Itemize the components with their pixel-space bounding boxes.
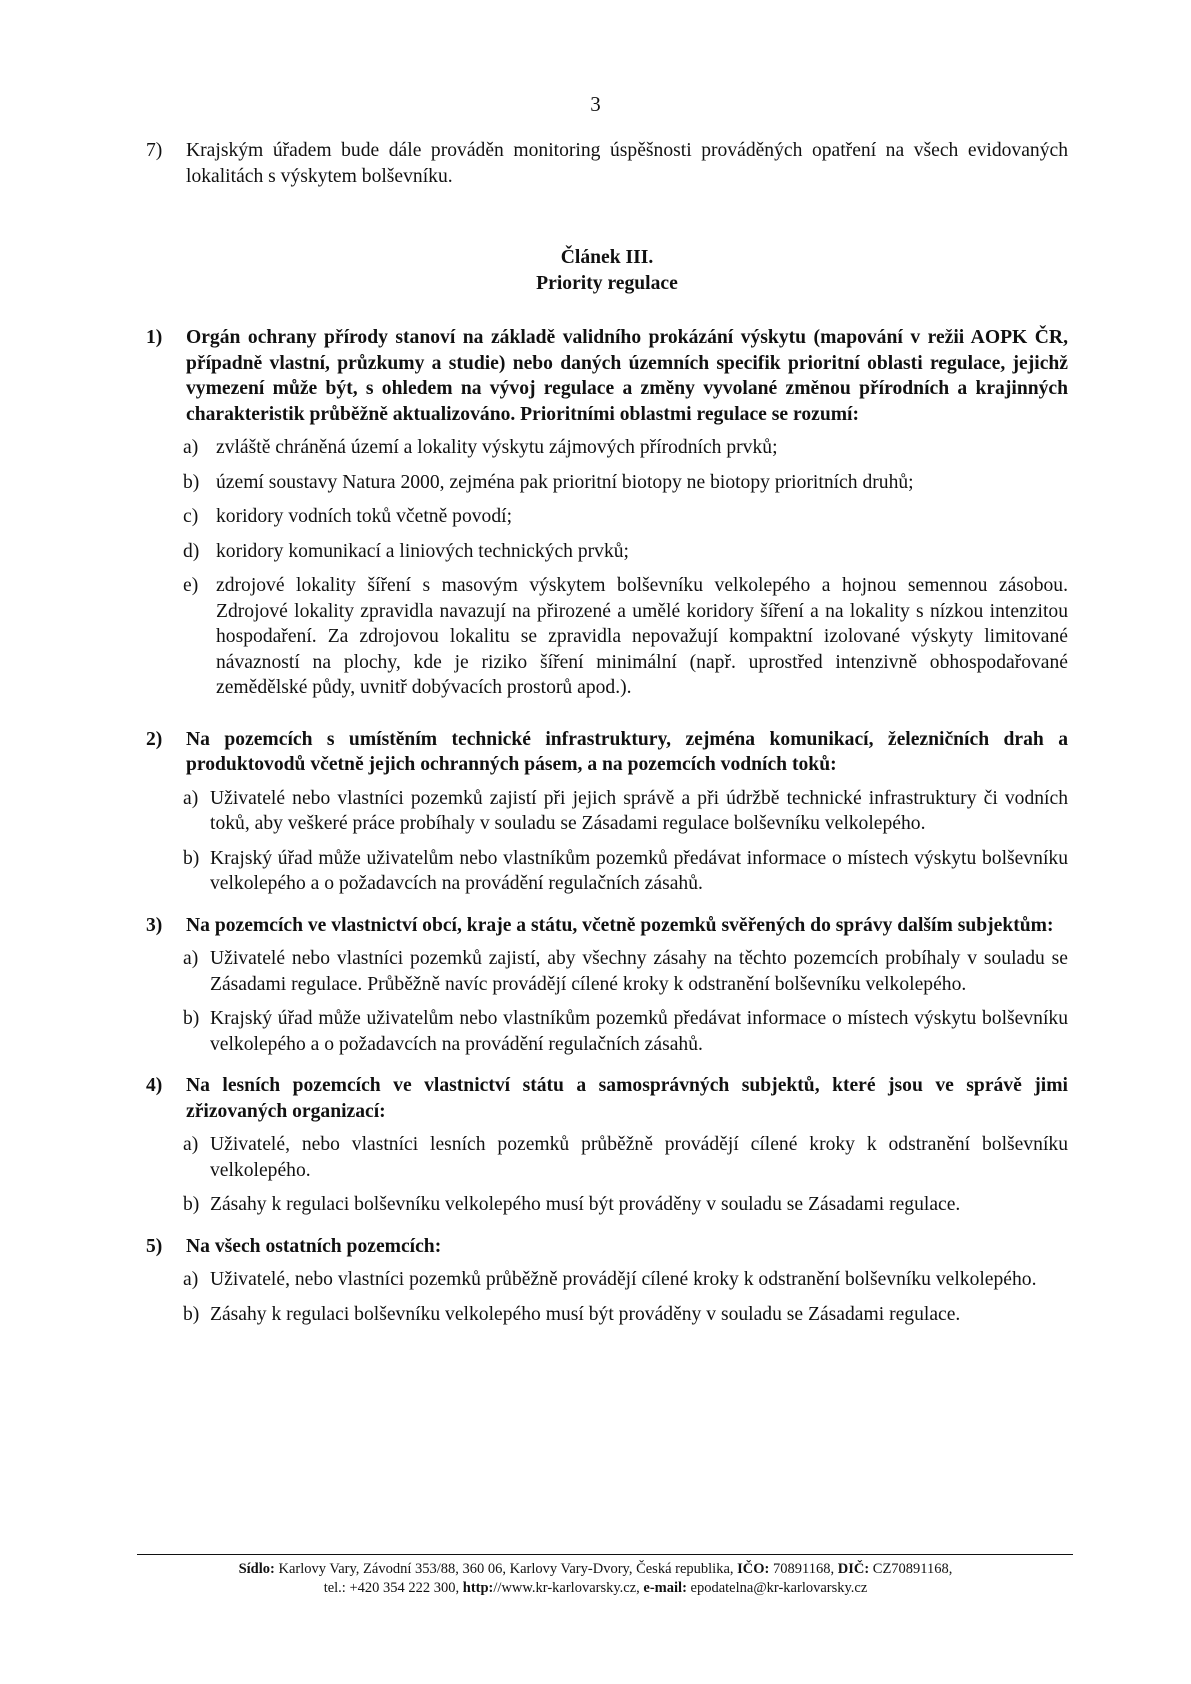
item-label: c): [183, 506, 199, 527]
intro-point: [146, 138, 1068, 189]
item-text: Uživatelé, nebo vlastníci pozemků průběžně provádějí cílené kroky k odstranění bolševníku velkolepého.: [210, 1269, 1037, 1290]
item-text: Krajský úřad může uživatelům nebo vlastníkům pozemků předávat informace o místech výskytu bolševníku velkolepého a o požadavcích na provádění regulačních zásahů.: [210, 1008, 1068, 1055]
point-heading: [146, 727, 1068, 778]
footer-ico-label: IČO:: [737, 1561, 770, 1577]
footer-divider: [137, 1554, 1073, 1555]
footer-web-link[interactable]: //www.kr-karlovarsky.cz,: [493, 1579, 644, 1596]
list-item: [183, 539, 1068, 565]
point-heading: [146, 1234, 1068, 1260]
footer-email-link[interactable]: epodatelna@kr-karlovarsky.cz: [686, 1579, 868, 1596]
item-text: Uživatelé nebo vlastníci pozemků zajistí při jejich správě a při údržbě technické infrastruktury či vodních toků, aby veškeré práce probíhaly v souladu se Zásadami regulace bolševníku velkolepého.: [210, 787, 1068, 834]
point-number: 3): [146, 914, 163, 936]
point-text: Na všech ostatních pozemcích:: [186, 1235, 442, 1257]
point-heading: [146, 913, 1068, 939]
page-number: 3: [590, 92, 601, 116]
footer-contact-line: [0, 1579, 1191, 1598]
item-label: b): [183, 1194, 200, 1215]
point-number: 1): [146, 327, 163, 348]
item-text: zvláště chráněná území a lokality výskytu zájmových přírodních prvků;: [216, 437, 778, 458]
list-item: [183, 1267, 1068, 1293]
item-label: a): [183, 437, 199, 458]
point-text: Krajským úřadem bude dále prováděn monitoring úspěšnosti prováděných opatření na všech evidovaných lokalitách s výskytem bolševníku.: [186, 140, 1068, 187]
item-text: Zásahy k regulaci bolševníku velkolepého musí být prováděny v souladu se Zásadami regulace.: [210, 1194, 961, 1215]
point-number: 7): [146, 140, 163, 161]
item-label: a): [183, 787, 199, 809]
article-subtitle: Priority regulace: [536, 273, 678, 294]
article-heading: [146, 245, 1068, 297]
list-item: [183, 470, 1068, 496]
point-heading: [146, 1073, 1068, 1124]
item-label: a): [183, 948, 199, 969]
list-item: [183, 435, 1068, 461]
item-text: Uživatelé nebo vlastníci pozemků zajistí, aby všechny zásahy na těchto pozemcích probíhaly v souladu se Zásadami regulace. Průběžně navíc provádějí cílené kroky k odstranění bolševníku velkolepého.: [210, 948, 1068, 995]
footer-address: Karlovy Vary, Závodní 353/88, 360 06, Karlovy Vary-Dvory, Česká republika,: [274, 1561, 738, 1577]
point-number: 5): [146, 1235, 163, 1257]
footer-phone: tel.: +420 354 222 300,: [323, 1579, 463, 1596]
section-point-1: [146, 325, 1068, 701]
item-label: b): [183, 471, 200, 493]
article-title: Článek III.: [560, 247, 654, 268]
section-point-4: [146, 1073, 1068, 1218]
item-label: e): [183, 575, 199, 596]
document-body: [146, 138, 1068, 1327]
item-text: Uživatelé, nebo vlastníci lesních pozemků průběžně provádějí cílené kroky k odstranění bolševníku velkolepého.: [210, 1134, 1068, 1181]
point-text: Orgán ochrany přírody stanoví na základě validního prokázání výskytu (mapování v režii AOPK ČR, případně vlastní, průzkumy a studie) nebo daných územních specifik prioritní oblasti regulace, jejichž vymezení může být, s ohledem na vývoj regulace a změny vyvolané změnou přírodních a krajinných charakteristik průběžně aktualizováno. Prioritními oblastmi regulace se rozumí:: [186, 327, 1068, 425]
footer-email-label: e-mail:: [643, 1579, 687, 1596]
footer-http-label: http:: [462, 1579, 494, 1596]
list-item: [183, 846, 1068, 897]
list-item: [183, 1132, 1068, 1183]
footer-dic: CZ70891168,: [869, 1561, 953, 1577]
point-number: 2): [146, 728, 163, 750]
point-number: 4): [146, 1075, 163, 1096]
footer-sidlo-label: Sídlo:: [238, 1561, 275, 1577]
list-item: [183, 946, 1068, 997]
item-text: koridory vodních toků včetně povodí;: [216, 506, 513, 527]
footer-address-line: [0, 1560, 1191, 1579]
item-text: koridory komunikací a liniových technických prvků;: [216, 540, 629, 562]
item-label: a): [183, 1269, 199, 1290]
page-footer: [0, 1560, 1191, 1597]
list-item: [183, 1192, 1068, 1218]
footer-ico: 70891168,: [769, 1561, 838, 1577]
section-point-2: [146, 727, 1068, 897]
item-label: b): [183, 1008, 200, 1029]
item-text: území soustavy Natura 2000, zejména pak prioritní biotopy ne biotopy prioritních druhů;: [216, 471, 914, 493]
list-item: [183, 504, 1068, 530]
item-label: b): [183, 1303, 200, 1325]
point-heading: [146, 325, 1068, 427]
list-item: [183, 1302, 1068, 1328]
footer-dic-label: DIČ:: [837, 1561, 870, 1577]
list-item: [183, 786, 1068, 837]
item-text: Zásahy k regulaci bolševníku velkolepého musí být prováděny v souladu se Zásadami regulace.: [210, 1303, 961, 1325]
point-text: Na pozemcích s umístěním technické infrastruktury, zejména komunikací, železničních drah a produktovodů včetně jejich ochranných pásem, a na pozemcích vodních toků:: [186, 728, 1068, 775]
item-label: a): [183, 1134, 199, 1155]
section-point-3: [146, 913, 1068, 1058]
point-text: Na pozemcích ve vlastnictví obcí, kraje a státu, včetně pozemků svěřených do správy dalším subjektům:: [186, 914, 1054, 936]
item-label: d): [183, 540, 200, 562]
item-text: zdrojové lokality šíření s masovým výskytem bolševníku velkolepého a hojnou semennou zásobou. Zdrojové lokality zpravidla navazují na přirozené a umělé koridory šíření a na lokality s nízkou intenzitou hospodaření. Za zdrojovou lokalitu se zpravidla nepovažují kompaktní izolované výskyty limitované návazností na plochy, kde je riziko šíření minimální (např. uprostřed intenzivně obhospodařované zemědělské půdy, uvnitř dobývacích prostorů apod.).: [216, 575, 1068, 698]
list-item: [183, 573, 1068, 701]
item-label: b): [183, 847, 200, 869]
item-text: Krajský úřad může uživatelům nebo vlastníkům pozemků předávat informace o místech výskytu bolševníku velkolepého a o požadavcích na provádění regulačních zásahů.: [210, 847, 1068, 894]
point-text: Na lesních pozemcích ve vlastnictví státu a samosprávných subjektů, které jsou ve správě jimi zřizovaných organizací:: [186, 1075, 1068, 1122]
list-item: [183, 1006, 1068, 1057]
section-point-5: [146, 1234, 1068, 1328]
